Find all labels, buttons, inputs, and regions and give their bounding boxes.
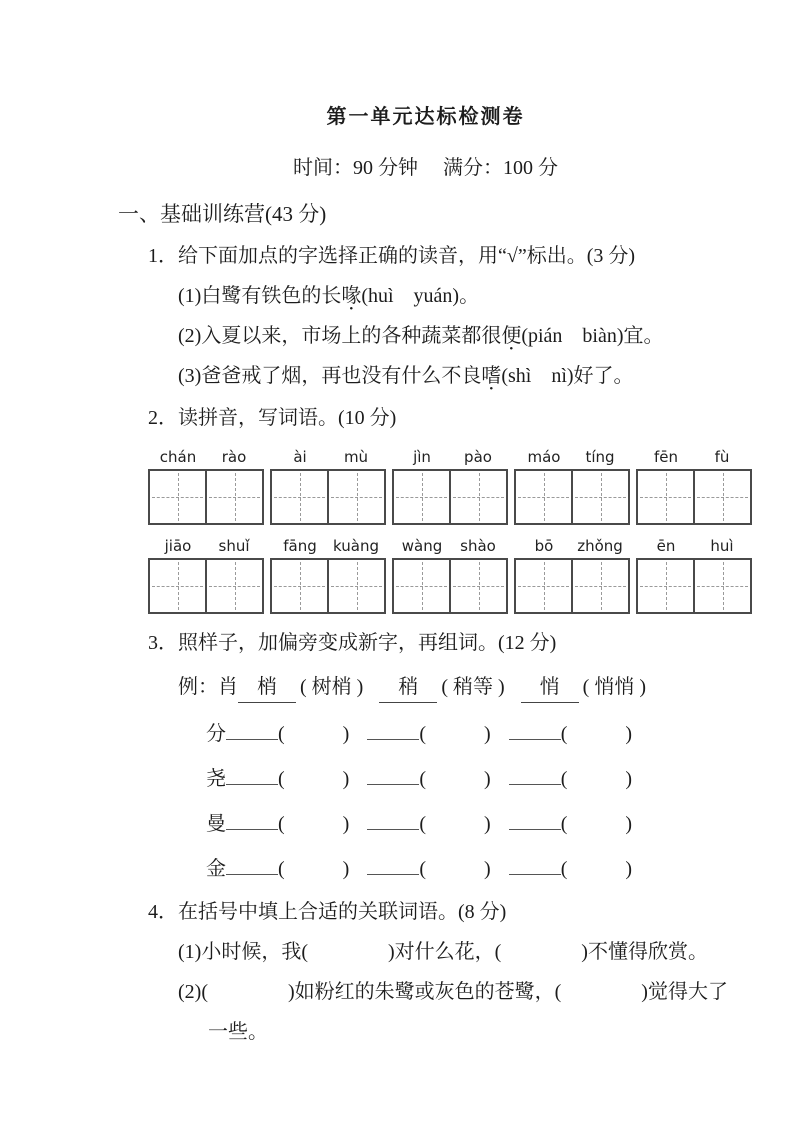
pinyin-syllable: tíng — [585, 448, 615, 466]
pinyin-label — [394, 448, 506, 466]
writing-grid — [514, 558, 630, 614]
fill-blank — [509, 854, 561, 875]
pinyin-word-6 — [148, 537, 264, 614]
pinyin-syllable: huì — [710, 537, 734, 555]
q3-row-4-group-1 — [206, 858, 349, 880]
q1-item-1-pre: (1)白鹭有铁色的长 — [178, 285, 342, 307]
fill-blank — [367, 719, 419, 740]
open-paren: ( — [560, 723, 568, 745]
writing-cell — [327, 560, 384, 612]
q3-row-3-group-1 — [206, 813, 349, 835]
pinyin-syllable: chán — [159, 448, 197, 466]
pinyin-syllable: zhǒng — [577, 537, 623, 555]
q3-base-char: 曼 — [206, 813, 226, 835]
q3-example-char-2: 稍 — [379, 672, 437, 703]
q3-row-1 — [206, 719, 733, 748]
writing-cell — [272, 560, 327, 612]
fill-blank — [509, 809, 561, 830]
writing-grid — [148, 469, 264, 525]
page-title: 第一单元达标检测卷 — [326, 106, 525, 128]
q4-prompt: 4．在括号中填上合适的关联词语。(8 分) — [148, 901, 507, 923]
writing-grid — [636, 558, 752, 614]
pinyin-label — [516, 448, 628, 466]
q3-example — [178, 672, 733, 703]
pinyin-word-10 — [636, 537, 752, 614]
pinyin-label — [150, 537, 262, 555]
q1-item-1-post: (huì yuán)。 — [361, 285, 480, 307]
pinyin-syllable: jiāo — [164, 537, 192, 555]
writing-grid — [270, 469, 386, 525]
writing-cell — [571, 471, 628, 523]
q1-item-1 — [178, 283, 733, 309]
pinyin-label — [272, 448, 384, 466]
q3-row-3-group-3 — [509, 813, 632, 835]
q3-row-4-group-3 — [509, 858, 632, 880]
pinyin-syllable: máo — [527, 448, 561, 466]
fill-blank — [226, 719, 278, 740]
writing-grid — [514, 469, 630, 525]
fill-blank — [367, 764, 419, 785]
close-paren: ) — [342, 723, 350, 745]
q3-example-word-1: ( 树梢 ) — [300, 676, 364, 698]
close-paren: ) — [625, 858, 633, 880]
pinyin-word-8 — [392, 537, 508, 614]
pinyin-grid-row-2 — [148, 537, 733, 614]
q1-item-3-dotted-char: 嗜 — [481, 365, 502, 387]
q3-row-2-group-2 — [367, 768, 490, 790]
writing-grid — [392, 469, 508, 525]
close-paren: ) — [625, 768, 633, 790]
q3-example-char-1: 梢 — [238, 672, 296, 703]
q3-row-4 — [206, 854, 733, 883]
q4-item-2-line-2: 一些。 — [208, 1021, 268, 1043]
pinyin-syllable: pào — [464, 448, 492, 466]
open-paren: ( — [419, 813, 427, 835]
writing-cell — [205, 560, 262, 612]
q1-item-2-pre: (2)入夏以来，市场上的各种蔬菜都很 — [178, 325, 502, 347]
fill-blank — [226, 809, 278, 830]
writing-cell — [150, 560, 205, 612]
q3-example-label: 例： — [178, 676, 218, 698]
pinyin-label — [272, 537, 384, 555]
q3-example-word-3: ( 悄悄 ) — [582, 676, 646, 698]
close-paren: ) — [625, 813, 633, 835]
open-paren: ( — [419, 768, 427, 790]
writing-cell — [272, 471, 327, 523]
open-paren: ( — [560, 768, 568, 790]
pinyin-word-3 — [392, 448, 508, 525]
writing-grid — [270, 558, 386, 614]
pinyin-syllable: fāng — [283, 537, 317, 555]
q3-row-2-group-3 — [509, 768, 632, 790]
q1-item-3-post: (shì nì)好了。 — [501, 365, 634, 387]
open-paren: ( — [278, 858, 285, 880]
fill-blank — [367, 854, 419, 875]
writing-grid — [636, 469, 752, 525]
fill-blank — [367, 809, 419, 830]
pinyin-syllable: rào — [221, 448, 247, 466]
pinyin-label — [150, 448, 262, 466]
writing-cell — [394, 560, 449, 612]
fill-blank — [509, 764, 561, 785]
pinyin-syllable: fù — [714, 448, 730, 466]
q1-item-3-pre: (3)爸爸戒了烟，再也没有什么不良 — [178, 365, 482, 387]
writing-grid — [392, 558, 508, 614]
open-paren: ( — [278, 768, 285, 790]
pinyin-syllable: kuàng — [333, 537, 379, 555]
q3-row-2-group-1 — [206, 768, 349, 790]
pinyin-word-2 — [270, 448, 386, 525]
exam-time-score-info: 时间：90 分钟 满分：100 分 — [293, 157, 558, 179]
close-paren: ) — [342, 858, 350, 880]
fill-blank — [226, 854, 278, 875]
writing-cell — [150, 471, 205, 523]
pinyin-syllable: mù — [343, 448, 369, 466]
writing-cell — [693, 471, 750, 523]
writing-cell — [571, 560, 628, 612]
close-paren: ) — [484, 768, 491, 790]
q1-item-2-post: (pián biàn)宜。 — [521, 325, 664, 347]
pinyin-syllable: shuǐ — [218, 537, 250, 555]
pinyin-syllable: bō — [534, 537, 554, 555]
writing-cell — [449, 560, 506, 612]
q3-example-word-2: ( 稍等 ) — [441, 676, 505, 698]
pinyin-word-9 — [514, 537, 630, 614]
pinyin-label — [394, 537, 506, 555]
writing-cell — [638, 471, 693, 523]
pinyin-word-1 — [148, 448, 264, 525]
writing-cell — [638, 560, 693, 612]
q3-prompt: 3．照样子，加偏旁变成新字，再组词。(12 分) — [148, 632, 557, 654]
close-paren: ) — [625, 723, 633, 745]
pinyin-label — [638, 448, 750, 466]
open-paren: ( — [278, 723, 285, 745]
q2-prompt: 2．读拼音，写词语。(10 分) — [148, 407, 397, 429]
section-1-heading: 一、基础训练营(43 分) — [118, 202, 327, 226]
q1-item-2-dotted-char: 便 — [501, 325, 522, 347]
open-paren: ( — [278, 813, 285, 835]
q3-row-3-group-2 — [367, 813, 490, 835]
pinyin-syllable: shào — [460, 537, 496, 555]
pinyin-syllable: ài — [293, 448, 307, 466]
fill-blank — [226, 764, 278, 785]
fill-blank — [509, 719, 561, 740]
pinyin-word-5 — [636, 448, 752, 525]
open-paren: ( — [560, 858, 568, 880]
writing-cell — [516, 560, 571, 612]
pinyin-word-4 — [514, 448, 630, 525]
close-paren: ) — [484, 723, 491, 745]
pinyin-label — [638, 537, 750, 555]
writing-cell — [394, 471, 449, 523]
q1-item-2 — [178, 323, 733, 349]
close-paren: ) — [484, 813, 491, 835]
q1-prompt: 1．给下面加点的字选择正确的读音，用“√”标出。(3 分) — [148, 245, 636, 267]
q3-row-3 — [206, 809, 733, 838]
pinyin-word-7 — [270, 537, 386, 614]
open-paren: ( — [560, 813, 568, 835]
q3-row-2 — [206, 764, 733, 793]
q1-item-3 — [178, 363, 733, 389]
pinyin-syllable: ēn — [656, 537, 676, 555]
pinyin-syllable: wàng — [401, 537, 443, 555]
writing-cell — [516, 471, 571, 523]
writing-grid — [148, 558, 264, 614]
q4-item-1: (1)小时候，我( )对什么花，( )不懂得欣赏。 — [178, 941, 708, 963]
pinyin-syllable: jìn — [413, 448, 431, 466]
q3-row-4-group-2 — [367, 858, 490, 880]
close-paren: ) — [342, 813, 350, 835]
q1-item-1-dotted-char: 喙 — [341, 285, 362, 307]
close-paren: ) — [342, 768, 350, 790]
pinyin-label — [516, 537, 628, 555]
close-paren: ) — [484, 858, 491, 880]
pinyin-syllable: fēn — [653, 448, 679, 466]
q3-base-char: 分 — [206, 723, 226, 745]
writing-cell — [327, 471, 384, 523]
q3-row-1-group-1 — [206, 723, 349, 745]
q3-base-char: 金 — [206, 858, 226, 880]
q3-row-1-group-3 — [509, 723, 632, 745]
q3-example-char-3: 悄 — [521, 672, 579, 703]
q3-row-1-group-2 — [367, 723, 490, 745]
open-paren: ( — [419, 723, 427, 745]
writing-cell — [205, 471, 262, 523]
writing-cell — [449, 471, 506, 523]
q4-item-2-line-1: (2)( )如粉红的朱鹭或灰色的苍鹭，( )觉得大了 — [178, 981, 728, 1003]
q3-example-base-char: 肖 — [218, 676, 238, 698]
open-paren: ( — [419, 858, 427, 880]
pinyin-grid-row-1 — [148, 448, 733, 525]
writing-cell — [693, 560, 750, 612]
q3-base-char: 尧 — [206, 768, 226, 790]
